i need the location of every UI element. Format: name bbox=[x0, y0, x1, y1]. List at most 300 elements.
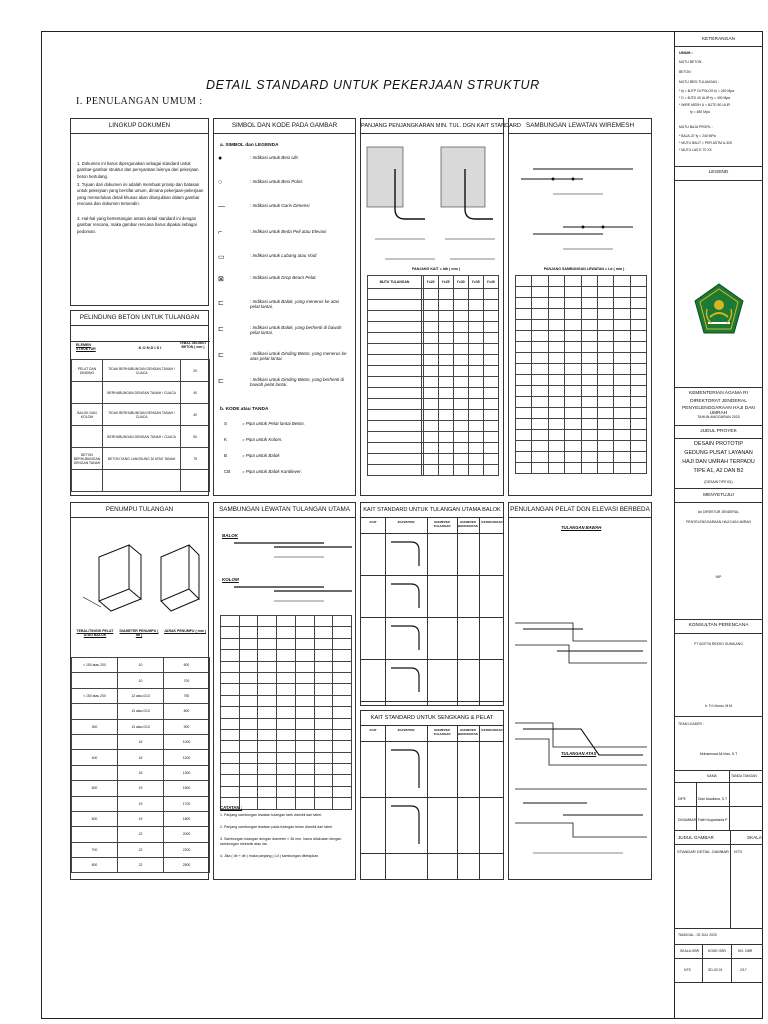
table-row bbox=[368, 465, 499, 476]
legend-label: : Indikasi untuk Balok, yang menerus ke atas pelat lantai. bbox=[250, 299, 340, 309]
legend-heading: LEGEND bbox=[708, 170, 729, 175]
table-cell bbox=[468, 454, 483, 465]
divider bbox=[361, 575, 503, 576]
code-key: CB bbox=[224, 469, 231, 474]
table-cell bbox=[548, 320, 564, 331]
table-cell bbox=[239, 627, 258, 638]
table-cell bbox=[468, 465, 483, 476]
table-cell: 600 bbox=[163, 658, 209, 673]
table-cell bbox=[453, 421, 468, 432]
table-cell bbox=[597, 375, 613, 386]
digambar-label: DIGAMBAR bbox=[678, 818, 697, 822]
table-cell bbox=[483, 410, 498, 421]
kait-col-header: KAIT bbox=[369, 728, 377, 732]
panel-heading: PELINDUNG BETON UNTUK TULANGAN bbox=[71, 311, 208, 326]
table-cell bbox=[438, 454, 453, 465]
kait-col-header: KETERANGAN bbox=[481, 728, 503, 732]
table-cell bbox=[258, 672, 277, 683]
table-cell bbox=[277, 764, 296, 775]
table-cell: 1000 bbox=[163, 734, 209, 749]
catatan-note-2: 2. Panjang sambungan lewatan pada tulangan tekan diambil dari tabel. bbox=[220, 825, 334, 829]
table-cell bbox=[423, 421, 438, 432]
cell-kondisi: BERHUBUNGAN DENGAN TANAH / CUACA bbox=[102, 426, 180, 448]
code-item bbox=[224, 437, 283, 442]
table-row bbox=[72, 765, 210, 780]
divider bbox=[479, 725, 480, 879]
table-cell bbox=[314, 695, 333, 706]
table-cell bbox=[333, 775, 352, 786]
table-cell bbox=[597, 452, 613, 463]
hook-elevation-icon bbox=[389, 620, 425, 656]
panel-kait-balok bbox=[360, 502, 504, 706]
table-cell bbox=[258, 752, 277, 763]
kait-col-header: DIAMETER TULANGAN bbox=[433, 728, 451, 736]
penyelenggaraan-label: PENYELENGGARAAN HAJI DAN UMRAH bbox=[682, 406, 755, 416]
table-row bbox=[72, 360, 210, 382]
table-cell bbox=[72, 734, 118, 749]
table-cell bbox=[565, 375, 581, 386]
panel-penumpu-tulangan bbox=[70, 502, 209, 880]
table-cell bbox=[453, 355, 468, 366]
cell-elemen bbox=[72, 382, 103, 404]
code-key: S bbox=[224, 421, 228, 426]
cell-elemen: BETON BERHUBUNGAN DENGAN TANAH bbox=[72, 448, 103, 470]
code-key: K bbox=[224, 437, 228, 442]
hook-elevation-icon bbox=[389, 744, 425, 794]
dipe-name: Dian Asadiana, S.T bbox=[698, 797, 728, 801]
panel-simbol-kode bbox=[213, 118, 356, 496]
table-cell bbox=[277, 798, 296, 809]
divider bbox=[674, 425, 763, 426]
proyek-line-1: DESAIN PROTOTIP bbox=[693, 441, 744, 447]
table-cell: 300 bbox=[72, 719, 118, 734]
divider bbox=[674, 830, 763, 831]
table-cell bbox=[423, 366, 438, 377]
table-row bbox=[221, 672, 352, 683]
table-cell bbox=[483, 344, 498, 355]
proyek-line-4: TIPE A1, A2 DAN B2 bbox=[693, 468, 744, 474]
table-cell bbox=[614, 364, 630, 375]
table-row bbox=[221, 638, 352, 649]
table-cell bbox=[565, 342, 581, 353]
table-row bbox=[368, 300, 499, 311]
legend-symbol-icon: ⌐ bbox=[218, 229, 223, 236]
table-cell bbox=[614, 408, 630, 419]
table-cell bbox=[532, 430, 548, 441]
table-cell bbox=[565, 298, 581, 309]
code-label: = Pipa untuk Kolom. bbox=[242, 437, 283, 442]
table-row bbox=[368, 432, 499, 443]
table-cell bbox=[630, 430, 646, 441]
table-cell bbox=[239, 752, 258, 763]
table-cell bbox=[438, 355, 453, 366]
table-row bbox=[516, 430, 647, 441]
table-cell bbox=[438, 366, 453, 377]
table-cell bbox=[295, 695, 314, 706]
table-cell bbox=[532, 298, 548, 309]
table-cell bbox=[581, 320, 597, 331]
table-cell bbox=[258, 786, 277, 797]
col-kondisi: KONDISI bbox=[138, 345, 163, 350]
table-cell bbox=[483, 300, 498, 311]
table-row bbox=[368, 421, 499, 432]
label-tulangan-atas: TULANGAN ATAS bbox=[561, 751, 597, 756]
catatan-note-4: 4. Jika ( db + db ) maka panjang ( Ld ) sambungan ditetapkan. bbox=[220, 854, 320, 858]
table-cell: 1800 bbox=[163, 811, 209, 826]
legend-symbol-icon: ⊏ bbox=[218, 326, 224, 333]
cell-tebal: 40 bbox=[181, 404, 210, 426]
table-cell bbox=[548, 353, 564, 364]
panel-lingkup-dokumen bbox=[70, 118, 209, 306]
table-cell bbox=[532, 419, 548, 430]
table-row bbox=[221, 752, 352, 763]
divider bbox=[674, 502, 763, 503]
penyelenggaraan-2-label: PENYELENGGARAAN HAJI DAN UMRAH bbox=[686, 520, 751, 524]
table-row bbox=[221, 775, 352, 786]
table-row bbox=[368, 289, 499, 300]
legend-symbol-icon: ⊏ bbox=[218, 378, 224, 385]
table-cell bbox=[438, 399, 453, 410]
note-line: fy = 480 Mpa bbox=[690, 110, 710, 114]
table-cell bbox=[614, 386, 630, 397]
divider bbox=[674, 782, 763, 783]
table-cell bbox=[565, 309, 581, 320]
table-cell bbox=[532, 320, 548, 331]
table-cell bbox=[368, 388, 422, 399]
panel-pelat-elevasi bbox=[508, 502, 652, 880]
panjang-table-title: PANJANG KAIT = ldh ( mm ) bbox=[412, 267, 460, 271]
legend-item bbox=[218, 377, 345, 387]
table-row bbox=[516, 331, 647, 342]
lap-splice-diagram bbox=[234, 533, 352, 613]
legend-symbol-icon: ⊏ bbox=[218, 300, 224, 307]
table-cell bbox=[516, 309, 532, 320]
panel-sambungan-wiremesh bbox=[508, 118, 652, 496]
table-cell bbox=[532, 452, 548, 463]
table-cell bbox=[581, 441, 597, 452]
table-cell bbox=[258, 718, 277, 729]
table-cell bbox=[314, 741, 333, 752]
tahun-label: TAHUN ANGGARAN 2020 bbox=[697, 415, 740, 419]
table-cell bbox=[565, 430, 581, 441]
panel-heading: SAMBUNGAN LEWATAN WIREMESH bbox=[509, 119, 651, 134]
table-cell bbox=[532, 408, 548, 419]
table-cell bbox=[277, 650, 296, 661]
table-cell bbox=[221, 729, 240, 740]
table-cell bbox=[368, 410, 422, 421]
table-cell bbox=[314, 764, 333, 775]
table-cell bbox=[453, 366, 468, 377]
table-cell bbox=[565, 331, 581, 342]
table-cell bbox=[483, 322, 498, 333]
table-cell bbox=[581, 309, 597, 320]
table-cell bbox=[483, 289, 498, 300]
table-cell bbox=[597, 309, 613, 320]
table-cell bbox=[630, 463, 646, 474]
table-cell: 2200 bbox=[163, 842, 209, 857]
divider bbox=[361, 659, 503, 660]
divider bbox=[729, 770, 730, 830]
table-cell bbox=[453, 333, 468, 344]
table-cell bbox=[597, 287, 613, 298]
table-cell bbox=[423, 344, 438, 355]
no-gbr-value: 2/17 bbox=[740, 968, 747, 972]
table-cell: 1500 bbox=[163, 781, 209, 796]
table-cell bbox=[614, 430, 630, 441]
table-cell bbox=[453, 454, 468, 465]
table-cell bbox=[630, 386, 646, 397]
table-cell: 700 bbox=[72, 842, 118, 857]
table-cell: 13 atau D13 bbox=[117, 719, 163, 734]
table-cell bbox=[516, 386, 532, 397]
table-cell bbox=[295, 672, 314, 683]
table-cell bbox=[614, 276, 630, 287]
table-cell: 700 bbox=[163, 673, 209, 688]
table-cell bbox=[239, 661, 258, 672]
table-cell bbox=[438, 432, 453, 443]
table-cell bbox=[483, 388, 498, 399]
table-cell bbox=[581, 430, 597, 441]
code-key: B bbox=[224, 453, 228, 458]
table-header-row bbox=[368, 276, 499, 289]
table-cell bbox=[295, 638, 314, 649]
table-cell bbox=[72, 796, 118, 811]
table-cell bbox=[368, 399, 422, 410]
table-cell bbox=[548, 397, 564, 408]
table-cell: 16 bbox=[117, 750, 163, 765]
table-row bbox=[221, 661, 352, 672]
divider bbox=[457, 517, 458, 705]
note-umum: UMUM : bbox=[679, 51, 693, 55]
table-cell bbox=[333, 638, 352, 649]
table-cell bbox=[221, 627, 240, 638]
section-subtitle: I. PENULANGAN UMUM : bbox=[76, 96, 203, 107]
table-cell bbox=[581, 298, 597, 309]
hook-elevation-icon bbox=[389, 536, 425, 572]
penumpu-table bbox=[71, 657, 210, 873]
note-line: * D = BJTD 40 ULIR fy = 400 Mpa bbox=[679, 96, 731, 100]
table-cell bbox=[314, 638, 333, 649]
table-cell bbox=[314, 672, 333, 683]
divider bbox=[674, 928, 763, 929]
divider bbox=[674, 619, 763, 620]
table-cell bbox=[438, 322, 453, 333]
table-cell: 13 atau D13 bbox=[117, 704, 163, 719]
table-cell bbox=[221, 741, 240, 752]
table-cell bbox=[516, 331, 532, 342]
table-cell bbox=[368, 377, 422, 388]
table-cell bbox=[438, 388, 453, 399]
table-row bbox=[516, 452, 647, 463]
table-cell: 19 bbox=[117, 781, 163, 796]
legend-label: : Indikasi untuk Besi Polos bbox=[250, 179, 303, 184]
table-cell bbox=[468, 333, 483, 344]
table-cell bbox=[333, 695, 352, 706]
table-cell bbox=[453, 465, 468, 476]
legend-label: : Indikasi untuk Dinding Beton, yang menerus ke atas pelat lantai. bbox=[250, 351, 347, 361]
table-cell bbox=[581, 353, 597, 364]
table-cell bbox=[72, 673, 118, 688]
table-cell bbox=[239, 786, 258, 797]
table-cell bbox=[277, 718, 296, 729]
table-cell bbox=[565, 276, 581, 287]
table-cell bbox=[614, 342, 630, 353]
section-a-label: a. SIMBOL dan LEGENDA bbox=[220, 143, 279, 148]
table-row bbox=[516, 353, 647, 364]
table-cell bbox=[423, 289, 438, 300]
code-label: = Pipa untuk Pelat lantai Beton. bbox=[242, 421, 305, 426]
team-leader-label: TEAM LEADER : bbox=[678, 722, 704, 726]
divider bbox=[674, 770, 763, 771]
table-cell bbox=[314, 650, 333, 661]
table-row bbox=[368, 399, 499, 410]
label-tulangan-bawah: TULANGAN BAWAH bbox=[561, 525, 602, 530]
table-cell bbox=[630, 287, 646, 298]
table-cell bbox=[614, 331, 630, 342]
table-cell bbox=[516, 430, 532, 441]
table-cell bbox=[333, 707, 352, 718]
table-cell bbox=[277, 672, 296, 683]
table-cell bbox=[239, 729, 258, 740]
table-cell bbox=[483, 432, 498, 443]
divider bbox=[674, 438, 763, 439]
wiremesh-lap-diagram bbox=[513, 139, 649, 269]
table-cell: 400 bbox=[72, 750, 118, 765]
table-cell bbox=[314, 684, 333, 695]
table-cell: 900 bbox=[163, 719, 209, 734]
kait-col-header: DIAMETER BENGKOKAN bbox=[458, 520, 478, 528]
table-cell bbox=[565, 364, 581, 375]
wiremesh-table bbox=[515, 275, 647, 474]
table-cell bbox=[314, 707, 333, 718]
table-cell bbox=[333, 798, 352, 809]
table-cell bbox=[597, 408, 613, 419]
table-cell bbox=[72, 704, 118, 719]
table-cell bbox=[368, 322, 422, 333]
table-cell bbox=[565, 419, 581, 430]
table-cell bbox=[258, 638, 277, 649]
legend-item bbox=[218, 299, 340, 309]
table-row bbox=[368, 322, 499, 333]
table-cell bbox=[597, 441, 613, 452]
skala-gbr-value: NTS bbox=[684, 968, 691, 972]
catatan-note-3: 3. Sambungan tulangan dengan diameter > 36 mm, harus dilakukan dengan sambungan mekanik atau las. bbox=[220, 837, 342, 847]
table-row bbox=[72, 382, 210, 404]
table-cell bbox=[630, 419, 646, 430]
note-line: * WIRE MESH U = BJTD 50 ULIR bbox=[679, 103, 730, 107]
judul-gambar-heading: JUDUL GAMBAR bbox=[678, 835, 714, 840]
table-cell bbox=[221, 672, 240, 683]
menyetujui-heading: MENYETUJUI bbox=[703, 493, 734, 498]
table-cell bbox=[581, 331, 597, 342]
proyek-line-3: HAJI DAN UMRAH TERPADU bbox=[682, 459, 755, 465]
legend-symbol-icon: ● bbox=[218, 155, 223, 162]
table-cell bbox=[516, 353, 532, 364]
table-cell bbox=[72, 827, 118, 842]
table-cell bbox=[581, 386, 597, 397]
table-cell bbox=[565, 441, 581, 452]
divider bbox=[479, 517, 480, 705]
table-cell bbox=[532, 276, 548, 287]
konsultan-name: PT ADITYA REKSO GUMILANG bbox=[694, 642, 743, 646]
table-cell bbox=[468, 311, 483, 322]
judul-proyek-heading: JUDUL PROYEK bbox=[700, 429, 737, 434]
divider bbox=[427, 725, 428, 879]
table-cell bbox=[333, 672, 352, 683]
cell-kondisi bbox=[102, 470, 180, 492]
hook-elevation-icon bbox=[389, 578, 425, 614]
table-cell bbox=[258, 764, 277, 775]
table-row bbox=[516, 463, 647, 474]
penumpu-col3: JARAK PENUMPU ( mm ) bbox=[163, 629, 206, 633]
table-cell bbox=[258, 695, 277, 706]
panel-panjang-penjangkaran bbox=[360, 118, 521, 496]
table-cell bbox=[614, 397, 630, 408]
table-row bbox=[221, 764, 352, 775]
table-cell: 750 bbox=[163, 688, 209, 703]
table-cell bbox=[277, 707, 296, 718]
table-cell bbox=[516, 364, 532, 375]
divider bbox=[731, 944, 732, 982]
table-cell bbox=[277, 684, 296, 695]
table-cell: 1700 bbox=[163, 796, 209, 811]
no-gbr-label: NO. GBR bbox=[738, 949, 753, 953]
table-cell bbox=[221, 661, 240, 672]
table-cell bbox=[72, 765, 118, 780]
table-cell bbox=[614, 452, 630, 463]
table-row bbox=[72, 842, 210, 857]
konsultan-heading: KONSULTAN PERENCANA bbox=[688, 623, 749, 628]
table-cell: 500 bbox=[72, 781, 118, 796]
table-row bbox=[368, 410, 499, 421]
table-cell bbox=[532, 309, 548, 320]
table-cell bbox=[368, 300, 422, 311]
kait-col-header: KAIT bbox=[369, 520, 377, 524]
cell-tebal: 40 bbox=[181, 382, 210, 404]
table-cell bbox=[597, 419, 613, 430]
divider bbox=[674, 488, 763, 489]
panel-heading: SIMBOL DAN KODE PADA GAMBAR bbox=[214, 119, 355, 134]
code-item bbox=[224, 469, 302, 474]
table-cell bbox=[630, 276, 646, 287]
lingkup-paragraph-3: 3. Hal-hal yang bertentangan antara detail standard ini dengan gambar rencana, maka gambar rencana harus dipakai sebagai pedoman. bbox=[77, 216, 197, 234]
table-cell bbox=[277, 775, 296, 786]
table-cell bbox=[221, 638, 240, 649]
table-cell bbox=[239, 707, 258, 718]
table-row bbox=[516, 386, 647, 397]
panel-heading: LINGKUP DOKUMEN bbox=[71, 119, 208, 134]
table-row bbox=[516, 364, 647, 375]
table-cell bbox=[483, 366, 498, 377]
table-cell bbox=[483, 377, 498, 388]
table-cell bbox=[239, 775, 258, 786]
table-cell bbox=[221, 707, 240, 718]
table-cell bbox=[277, 616, 296, 627]
table-cell bbox=[565, 386, 581, 397]
divider bbox=[674, 166, 763, 167]
table-cell bbox=[483, 454, 498, 465]
table-row bbox=[72, 673, 210, 688]
table-cell bbox=[565, 287, 581, 298]
table-cell bbox=[565, 397, 581, 408]
table-cell bbox=[423, 322, 438, 333]
table-cell bbox=[516, 375, 532, 386]
table-cell bbox=[614, 287, 630, 298]
table-cell bbox=[258, 798, 277, 809]
table-cell bbox=[581, 397, 597, 408]
table-cell bbox=[597, 276, 613, 287]
table-cell bbox=[630, 408, 646, 419]
